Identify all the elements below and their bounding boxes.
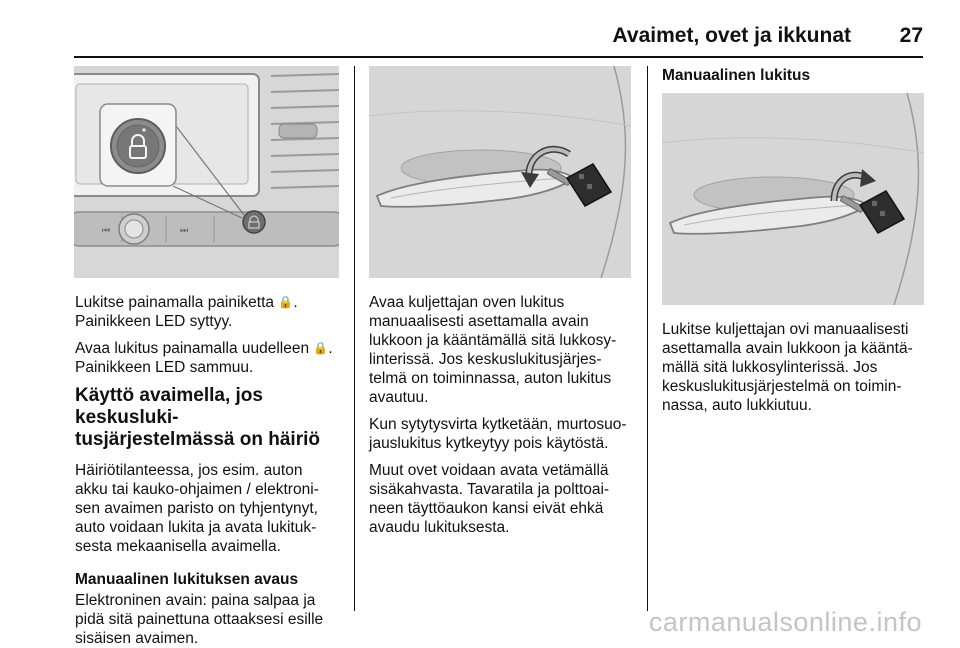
subheading-manual-lock: Manuaalinen lukitus [662, 67, 811, 84]
section-title: Avaimet, ovet ja ikkunat [612, 24, 851, 47]
paragraph-manual-lock: Lukitse kuljettajan ovi manuaalisesti asettamalla avain lukkoon ja kääntä- mällä sitä lukkosylinterissä. Jos keskuslukitusjärjestelmä on toimin- nassa, auto lukkiutuu. [662, 321, 913, 414]
paragraph-unlock: Avaa lukitus painamalla uudelleen 🔒. Painikkeen LED sammuu. [75, 340, 333, 376]
column-2 [369, 293, 641, 545]
svg-text:⏮: ⏮ [102, 226, 111, 236]
section-heading: Käyttö avaimella, jos keskusluki- tusjärjestelmässä on häiriö [75, 385, 320, 450]
column-1 [75, 293, 347, 648]
column-3-text [662, 320, 934, 423]
column-3 [662, 66, 934, 87]
paragraph-manual-unlock: Avaa kuljettajan oven lukitus manuaalisesti asettamalla avain lukkoon ja kääntämällä sitä lukkosy- linterissä. Jos keskuslukitusjärjes- telmä on toiminnassa, auton lukitus avautuu. [369, 294, 617, 406]
header-rule [74, 56, 923, 58]
paragraph-malfunction: Häiriötilanteessa, jos esim. auton akku tai kauko-ohjaimen / elektroni- sen avaimen paristo on tyhjentynyt, auto voidaan lukita ja avata lukituk- sesta mekaanisella avaimella. [75, 462, 319, 555]
column-divider-1 [354, 66, 355, 611]
paragraph-electronic-key: Elektroninen avain: paina salpaa ja pidä sitä painettuna ottaaksesi esille sisäisen avaimen. [75, 592, 324, 647]
subheading-manual-unlock: Manuaalinen lukituksen avaus [75, 571, 299, 588]
paragraph-ignition: Kun sytytysvirta kytketään, murtosuo- jauslukitus kytkeytyy pois käytöstä. [369, 416, 627, 452]
svg-text:⏭: ⏭ [180, 226, 189, 236]
figure-door-unlock [369, 66, 631, 278]
figure-lock-button [74, 66, 339, 278]
lock-icon: 🔒 [313, 341, 329, 355]
figure-door-lock [662, 93, 924, 305]
paragraph-other-doors: Muut ovet voidaan avata vetämällä sisäkahvasta. Tavaratila ja polttoai- neen täyttöaukon kansi eivät ehkä avaudu lukituksesta. [369, 462, 610, 536]
paragraph-lock: Lukitse painamalla painiketta 🔒. Painikkeen LED syttyy. [75, 294, 298, 330]
page-number: 27 [899, 24, 923, 47]
column-divider-2 [647, 66, 648, 611]
lock-icon: 🔒 [278, 295, 294, 309]
watermark: carmanualsonline.info [648, 607, 922, 637]
